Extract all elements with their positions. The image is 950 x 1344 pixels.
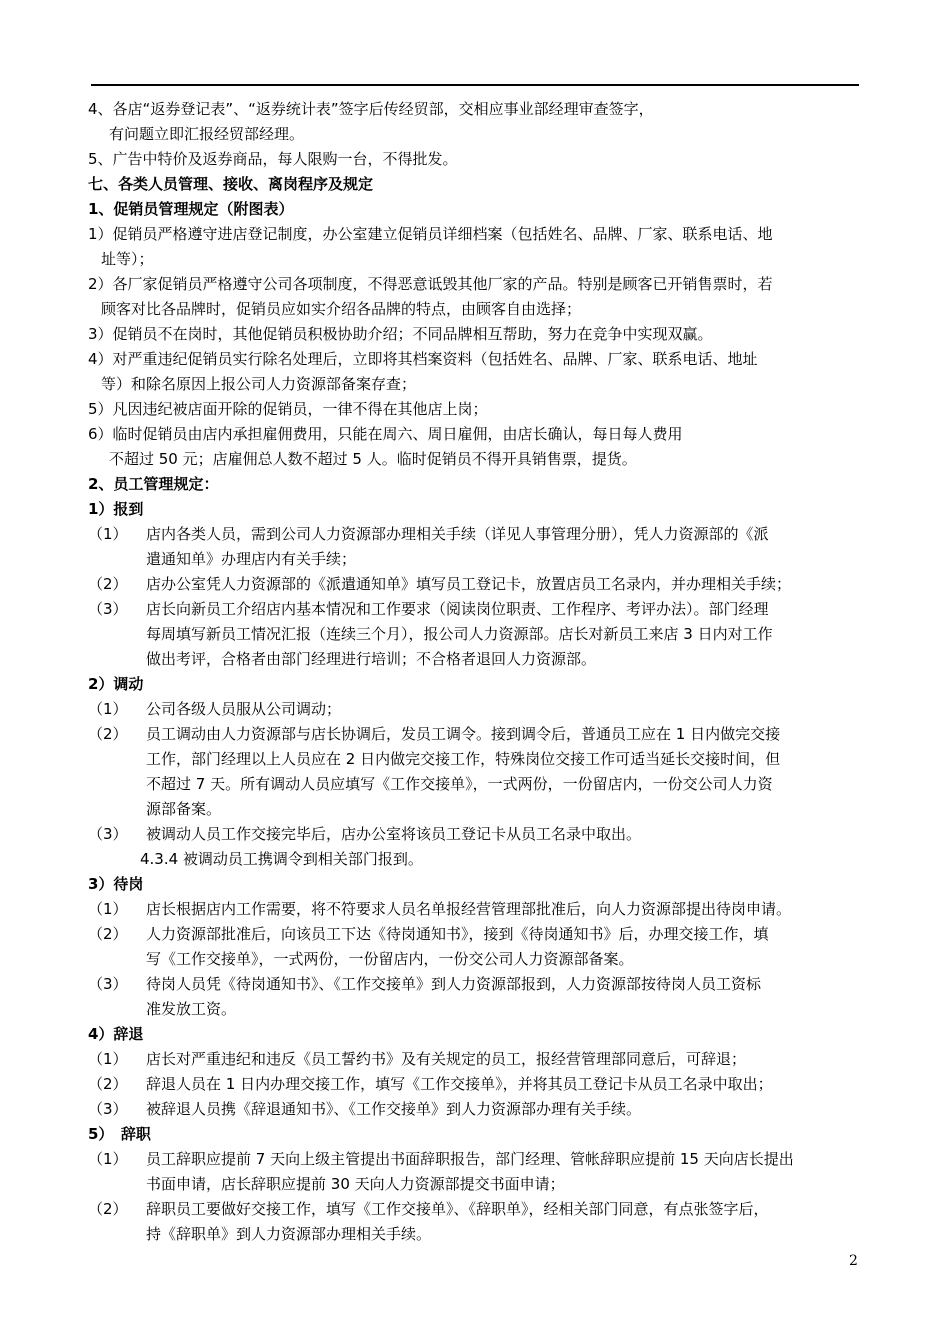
text-line: 等）和除名原因上报公司人力资源部备案存查；: [101, 375, 417, 393]
list-item: [88, 1047, 868, 1072]
text-line: 址等）；: [101, 250, 154, 268]
text-line: 2）各厂家促销员严格遵守公司各项制度，不得恶意诋毁其他厂家的产品。特别是顾客已开销售票时，若: [88, 275, 773, 293]
item-number: （2）: [88, 925, 128, 943]
list-item: [88, 1147, 868, 1172]
list-item: [88, 522, 868, 547]
list-item: [88, 697, 868, 722]
item-number: （2）: [88, 575, 128, 593]
text-line: 做出考评，合格者由部门经理进行培训；不合格者退回人力资源部。: [146, 650, 597, 668]
text-line: 4.3.4 被调动员工携调令到相关部门报到。: [140, 850, 423, 868]
item-number: （3）: [88, 1100, 128, 1118]
text-line: 3）促销员不在岗时，其他促销员积极协助介绍；不同品牌相互帮助，努力在竞争中实现双赢。: [88, 325, 713, 343]
text-line: 每周填写新员工情况汇报（连续三个月），报公司人力资源部。店长对新员工来店 3 日内对工作: [146, 625, 773, 643]
text-line: 遣通知单》办理店内有关手续；: [146, 550, 357, 568]
item-number: （3）: [88, 600, 128, 618]
list-item: [88, 1097, 868, 1122]
document-body: [88, 97, 868, 1247]
item-number: （1）: [88, 1050, 128, 1068]
text-line: 5、广告中特价及返券商品，每人限购一台，不得批发。: [88, 150, 458, 168]
item-text: 店办公室凭人力资源部的《派遣通知单》填写员工登记卡，放置店员工名录内，并办理相关手续；: [146, 575, 792, 593]
text-line: 源部备案。: [146, 800, 222, 818]
header-rule: [91, 84, 859, 86]
list-item: [88, 972, 868, 997]
item-number: （2）: [88, 1075, 128, 1093]
item-number: （1）: [88, 900, 128, 918]
item-heading: 3）待岗: [88, 875, 144, 893]
text-line: 不超过 7 天。所有调动人员应填写《工作交接单》，一式两份，一份留店内，一份交公司人力资: [146, 775, 773, 793]
item-heading: 1）报到: [88, 500, 144, 518]
text-line: 1）促销员严格遵守进店登记制度，办公室建立促销员详细档案（包括姓名、品牌、厂家、联系电话、地: [88, 225, 773, 243]
item-text: 辞退人员在 1 日内办理交接工作，填写《工作交接单》，并将其员工登记卡从员工名录中取出；: [146, 1075, 773, 1093]
text-line: 6）临时促销员由店内承担雇佣费用，只能在周六、周日雇佣，由店长确认，每日每人费用: [88, 425, 683, 443]
list-item: [88, 822, 868, 847]
item-text: 公司各级人员服从公司调动；: [146, 700, 342, 718]
item-text: 被辞退人员携《辞退通知书》、《工作交接单》到人力资源部办理有关手续。: [146, 1100, 642, 1118]
text-line: 写《工作交接单》，一式两份，一份留店内，一份交公司人力资源部备案。: [146, 950, 634, 968]
item-text: 店内各类人员，需到公司人力资源部办理相关手续（详见人事管理分册），凭人力资源部的《派: [146, 525, 769, 543]
list-item: [88, 897, 868, 922]
list-item: [88, 722, 868, 747]
text-line: 持《辞职单》到人力资源部办理相关手续。: [146, 1225, 432, 1243]
item-text: 店长向新员工介绍店内基本情况和工作要求（阅读岗位职责、工作程序、考评办法）。部门经理: [146, 600, 769, 618]
item-text: 店长根据店内工作需要，将不符要求人员名单报经营管理部批准后，向人力资源部提出待岗申请。: [146, 900, 792, 918]
item-heading: 5） 辞职: [88, 1125, 151, 1143]
text-line: 有问题立即汇报经贸部经理。: [109, 125, 305, 143]
item-number: （3）: [88, 975, 128, 993]
item-text: 员工调动由人力资源部与店长协调后，发员工调令。接到调令后，普通员工应在 1 日内做完交接: [146, 725, 781, 743]
section-heading: 七、各类人员管理、接收、离岗程序及规定: [88, 175, 374, 193]
text-line: 4、各店“返券登记表”、“返券统计表”签字后传经贸部，交相应事业部经理审查签字，: [88, 100, 654, 118]
item-number: （1）: [88, 525, 128, 543]
item-text: 员工辞职应提前 7 天向上级主管提出书面辞职报告，部门经理、管帐辞职应提前 15 天向店长提出: [146, 1150, 794, 1168]
list-item: [88, 597, 868, 622]
list-item: [88, 922, 868, 947]
item-text: 辞职员工要做好交接工作，填写《工作交接单》、《辞职单》，经相关部门同意，有点张签字后，: [146, 1200, 769, 1218]
item-number: （1）: [88, 700, 128, 718]
text-line: 准发放工资。: [146, 1000, 237, 1018]
text-line: 工作，部门经理以上人员应在 2 日内做完交接工作，特殊岗位交接工作可适当延长交接时间，但: [146, 750, 781, 768]
item-text: 待岗人员凭《待岗通知书》、《工作交接单》到人力资源部报到，人力资源部按待岗人员工资标: [146, 975, 762, 993]
item-heading: 4）辞退: [88, 1025, 144, 1043]
text-line: 顾客对比各品牌时，促销员应如实介绍各品牌的特点，由顾客自由选择；: [101, 300, 582, 318]
list-item: [88, 572, 868, 597]
list-item: [88, 1072, 868, 1097]
subsection-heading: 2、员工管理规定：: [88, 475, 219, 493]
item-number: （3）: [88, 825, 128, 843]
item-number: （1）: [88, 1150, 128, 1168]
item-number: （2）: [88, 1200, 128, 1218]
subsection-heading: 1、促销员管理规定（附图表）: [88, 200, 294, 218]
list-item: [88, 1197, 868, 1222]
text-line: 5）凡因违纪被店面开除的促销员，一律不得在其他店上岗；: [88, 400, 488, 418]
item-heading: 2）调动: [88, 675, 144, 693]
item-text: 被调动人员工作交接完毕后，店办公室将该员工登记卡从员工名录中取出。: [146, 825, 642, 843]
item-number: （2）: [88, 725, 128, 743]
item-text: 人力资源部批准后，向该员工下达《待岗通知书》，接到《待岗通知书》后，办理交接工作，填: [146, 925, 769, 943]
item-text: 店长对严重违纪和违反《员工誓约书》及有关规定的员工，报经营管理部同意后，可辞退；: [146, 1050, 747, 1068]
text-line: 4）对严重违纪促销员实行除名处理后，立即将其档案资料（包括姓名、品牌、厂家、联系电话、地址: [88, 350, 758, 368]
page-number: 2: [849, 1253, 858, 1269]
text-line: 书面申请，店长辞职应提前 30 天向人力资源部提交书面申请；: [146, 1175, 565, 1193]
text-line: 不超过 50 元；店雇佣总人数不超过 5 人。临时促销员不得开具销售票，提货。: [109, 450, 637, 468]
